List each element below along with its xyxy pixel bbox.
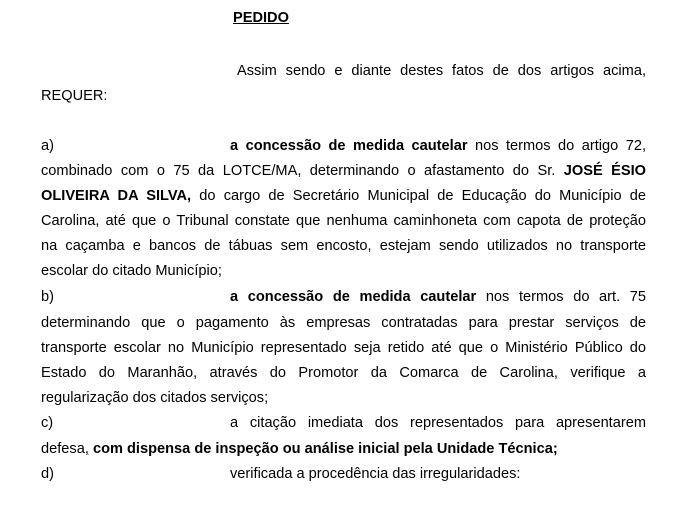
- item-c-line2-text: defesa: [41, 441, 85, 457]
- item-a-line-2: [41, 162, 646, 180]
- item-a-line-1: [41, 137, 646, 155]
- item-b-line1-rest: nos termos do art. 75: [485, 289, 647, 305]
- item-a-line-3: [41, 187, 646, 205]
- item-a-line-6: escolar do citado Município;: [41, 263, 222, 279]
- item-a-bold-start: a concessão de medida cautelar: [230, 138, 468, 154]
- item-a-label: a): [41, 138, 54, 154]
- requer-label: REQUER:: [41, 88, 108, 104]
- item-c-line-1: [41, 414, 646, 432]
- item-a-line2-text: combinado com o 75 da LOTCE/MA, determinando o afastamento do Sr.: [41, 163, 556, 179]
- item-a-line3-bold: OLIVEIRA DA SILVA,: [41, 188, 192, 204]
- item-c-line2-bold: com dispensa de inspeção ou análise inicial pela Unidade Técnica;: [92, 441, 558, 457]
- item-c-underlined-comma: ,: [84, 441, 89, 457]
- item-b-line-1: [41, 288, 646, 306]
- item-a-line1-rest: nos termos do artigo 72,: [474, 138, 646, 154]
- item-a-line3-text: do cargo de Secretário Municipal de Educação do Município de: [199, 188, 647, 204]
- item-b-label: b): [41, 289, 54, 305]
- section-title: PEDIDO: [233, 10, 289, 26]
- item-c-line1-rest: a citação imediata dos representados para apresentarem: [230, 415, 646, 431]
- item-d-line-1: [41, 465, 646, 483]
- item-b-line-3: transporte escolar no Município representado seja retido até que o Ministério Público do: [41, 340, 646, 356]
- item-d-label: d): [41, 466, 54, 482]
- item-a-first-text: [230, 137, 646, 155]
- item-b-line-2: determinando que o pagamento às empresas contratadas para prestar serviços de: [41, 315, 646, 331]
- item-b-line-4: Estado do Maranhão, através do Promotor da Comarca de Carolina, verifique a: [41, 365, 646, 381]
- item-b-line-5: regularização dos citados serviços;: [41, 390, 269, 406]
- item-c-label: c): [41, 415, 54, 431]
- item-a-line-5: na caçamba e bancos de tábuas sem encosto, estejam sendo utilizados no transporte: [41, 238, 646, 254]
- item-d-line1-rest: verificada a procedência das irregularidades:: [230, 466, 521, 482]
- item-b-bold-start: a concessão de medida cautelar: [230, 289, 477, 305]
- item-a-line-4: Carolina, até que o Tribunal constate que nenhuma caminhoneta com capota de proteção: [41, 213, 646, 229]
- intro-text: Assim sendo e diante destes fatos de dos artigos acima,: [237, 63, 646, 79]
- item-b-first-text: [230, 288, 646, 306]
- item-a-line2-bold: JOSÉ ÉSIO: [563, 163, 646, 179]
- item-c-line-2: [41, 440, 646, 458]
